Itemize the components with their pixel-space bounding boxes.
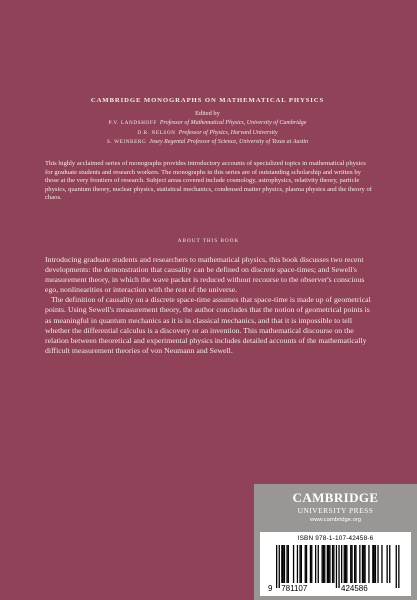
- barcode-bar: [354, 545, 355, 583]
- barcode-bar: [341, 545, 342, 583]
- barcode-bar: [288, 545, 289, 583]
- series-description: This highly acclaimed series of monographs provides introductory accounts of specialized topics in mathematical physics for graduate students and research workers. The monographs in this series are of outstanding scholarship and written by those at the very frontiers of research. Subject areas covered include cosmology, astrophysics, relativity theory, particle physics, quantum theory, nuclear physics, statistical mechanics, condensed matter physics, plasma physics and the theory of chaos.: [45, 160, 372, 202]
- barcode-bar: [318, 545, 319, 583]
- barcode-box: [260, 532, 411, 596]
- barcode-bar: [301, 545, 302, 583]
- barcode: [260, 532, 411, 596]
- barcode-bar: [351, 545, 352, 583]
- editor-affiliation: Professor of Physics, Harvard University: [178, 129, 278, 136]
- editor-line: [45, 138, 370, 148]
- barcode-bar: [332, 545, 333, 583]
- barcode-bar: [396, 545, 397, 588]
- publisher-panel: [254, 484, 417, 600]
- barcode-bar: [389, 545, 390, 583]
- series-block: [45, 97, 370, 148]
- editor-affiliation: Josey Regental Professor of Science, University of Texas at Austin: [149, 139, 309, 145]
- barcode-bar: [346, 545, 347, 583]
- barcode-bar: [315, 545, 316, 583]
- barcode-bar: [368, 545, 369, 583]
- barcode-bar: [286, 545, 287, 583]
- publisher-logo-name: CAMBRIDGE: [292, 490, 379, 505]
- barcode-bar: [350, 545, 351, 583]
- barcode-digits: 781107: [281, 584, 308, 593]
- barcode-bar: [355, 545, 356, 583]
- barcode-digits: 9: [268, 584, 273, 593]
- editor-name: P.V. LANDSHOFF: [108, 120, 157, 126]
- barcode-bar: [372, 545, 373, 583]
- barcode-bar: [284, 545, 285, 583]
- barcode-bar: [279, 545, 280, 588]
- edited-by-label: Edited by: [195, 110, 220, 117]
- barcode-bar: [281, 545, 282, 583]
- barcode-bar: [398, 545, 399, 588]
- about-paragraph: The definition of causality on a discrete space-time assumes that space-time is made up of geometrical points. Using Sewell's measurement theory, the author concludes that the notion of geometrical points is as meaningful in quantum mechanics as it is in classical mechanics, and that it is impossible to tell whether the differential calculus is a discovery or an invention. This mathematical discourse on the relation between theoretical and experimental physics includes detailed accounts of the mathematically difficult measurement theories of von Neumann and Sewell.: [45, 295, 371, 355]
- barcode-bar: [311, 545, 312, 583]
- barcode-bar: [374, 545, 375, 583]
- barcode-bar: [375, 545, 376, 583]
- barcode-bar: [333, 545, 334, 583]
- about-paragraph: Introducing graduate students and researchers to mathematical physics, this book discusses two recent developments: the demonstration that causality can be defined on discrete space-times; and Sewell's measurement theory, in which the wave packet is reduced without recourse to the observer's conscious ego, nonlinearities or interaction with the rest of the universe.: [45, 255, 365, 295]
- barcode-bar: [364, 545, 365, 583]
- barcode-bar: [276, 545, 277, 588]
- isbn-label: ISBN 978-1-107-42458-6: [297, 535, 374, 542]
- barcode-bar: [344, 545, 345, 583]
- barcode-bar: [363, 545, 364, 583]
- editor-name: D.R. NELSON: [137, 129, 176, 136]
- series-title: CAMBRIDGE MONOGRAPHS ON MATHEMATICAL PHYSICS: [90, 97, 325, 104]
- editor-affiliation: Professor of Mathematical Physics, University of Cambridge: [159, 120, 307, 126]
- editor-line: [45, 119, 370, 129]
- barcode-bar: [305, 545, 306, 583]
- publisher-logo-subtitle: UNIVERSITY PRESS: [297, 506, 374, 515]
- barcode-bar: [329, 545, 330, 583]
- barcode-bar: [327, 545, 328, 583]
- barcode-bar: [283, 545, 284, 583]
- barcode-bar: [377, 545, 378, 583]
- about-heading: ABOUT THIS BOOK: [177, 238, 240, 244]
- barcode-bar: [310, 545, 311, 583]
- about-body: [45, 255, 375, 356]
- barcode-bar: [328, 545, 329, 583]
- barcode-bar: [338, 545, 339, 588]
- publisher-url: www.cambridge.org: [310, 517, 361, 523]
- editor-name: S. WEINBERG: [106, 139, 147, 145]
- barcode-bar: [299, 545, 300, 583]
- barcode-bar: [297, 545, 298, 583]
- barcode-digits: 424586: [341, 584, 368, 593]
- barcode-bar: [336, 545, 337, 588]
- barcode-bar: [362, 545, 363, 583]
- barcode-bar: [323, 545, 324, 583]
- barcode-bar: [293, 545, 294, 583]
- barcode-bar: [324, 545, 325, 583]
- barcode-bar: [345, 545, 346, 583]
- barcode-bar: [306, 545, 307, 583]
- barcode-bar: [359, 545, 360, 583]
- editor-line: [45, 129, 370, 139]
- barcode-bar: [322, 545, 323, 583]
- barcode-bar: [381, 545, 382, 583]
- barcode-bar: [387, 545, 388, 583]
